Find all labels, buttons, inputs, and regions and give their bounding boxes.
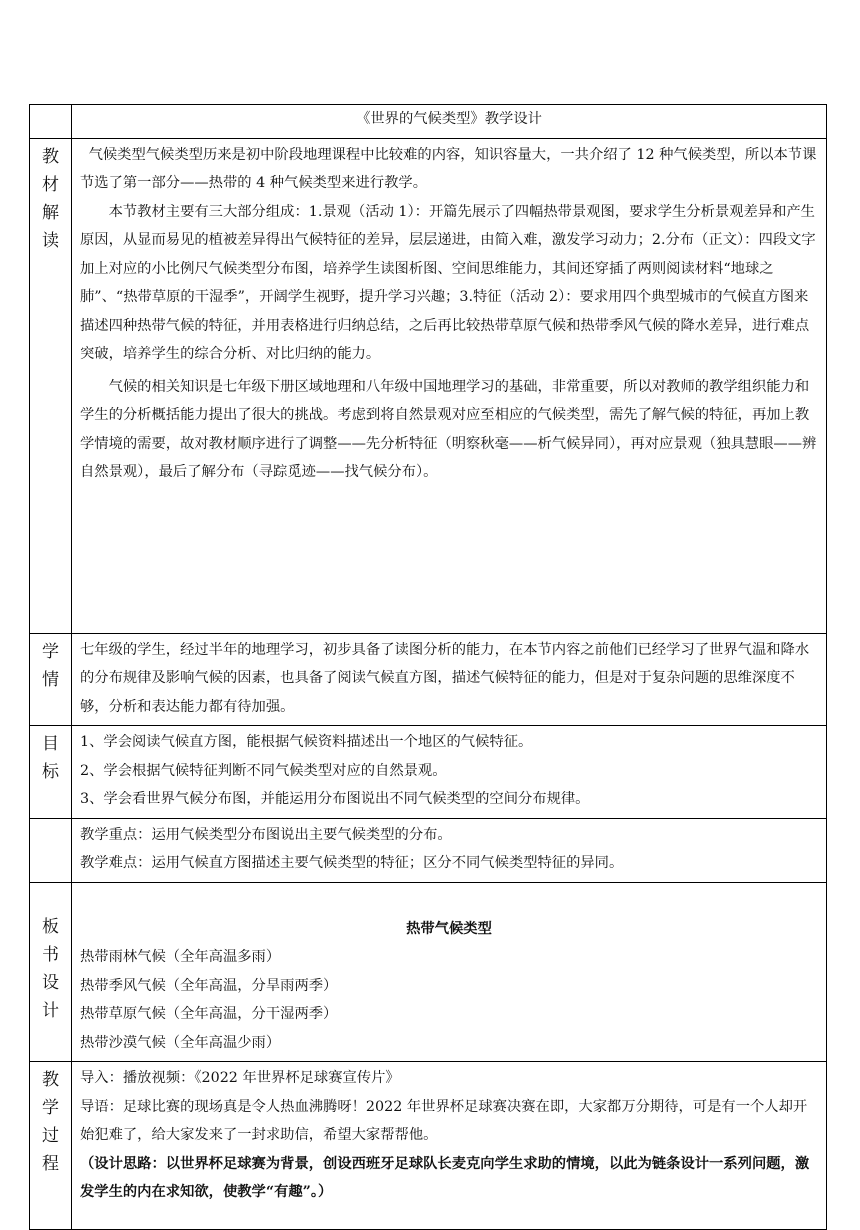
banshu-content bbox=[72, 882, 827, 1062]
intro-line: 导入：播放视频：《2022 年世界杯足球赛宣传片》 bbox=[80, 1070, 400, 1086]
label-char: 书 bbox=[42, 944, 59, 965]
jiaocai-paragraph: 本节教材主要有三大部分组成：1.景观（活动 1）：开篇先展示了四幅热带景观图，要求学生分析景观差异和产生原因，从显而易见的植被差异得出气候特征的差异，层层递进，由简入难，激发学习动力；2.分布（正文）：四段文字加上对应的小比例尺气候类型分布图，培养学生读图析图、空间思维能力，其间还穿插了两则阅读材料“地球之肺”、“热带草原的干湿季”，开阔学生视野，提升学习兴趣；3.特征（活动 2）：要求用四个典型城市的气候直方图来描述四种热带气候的特征，并用表格进行归纳总结，之后再比较热带草原气候和热带季风气候的降水差异，进行难点突破，培养学生的综合分析、对比归纳的能力。 bbox=[80, 203, 816, 362]
label-char: 解 bbox=[42, 202, 59, 223]
mubiao-row bbox=[30, 726, 827, 819]
label-char: 材 bbox=[42, 174, 59, 195]
lead-in-line: 导语：足球比赛的现场真是令人热血沸腾呀！2022 年世界杯足球赛决赛在即，大家都万分期待，可是有一个人却开始犯难了，给大家发来了一封求助信，希望大家帮帮他。 bbox=[80, 1098, 808, 1143]
label-char: 计 bbox=[42, 1000, 59, 1021]
label-char: 教 bbox=[42, 1070, 59, 1090]
key-points-content bbox=[72, 818, 827, 882]
jiaocai-paragraph: 气候类型气候类型历来是初中阶段地理课程中比较难的内容，知识容量大，一共介绍了 12 种气候类型，所以本节课节选了第一部分——热带的 4 种气候类型来进行教学。 bbox=[80, 146, 817, 191]
objective-item: 1、学会阅读气候直方图，能根据气候资料描述出一个地区的气候特征。 bbox=[80, 734, 533, 750]
board-item: 热带沙漠气候（全年高温少雨） bbox=[80, 1034, 281, 1051]
board-item: 热带草原气候（全年高温，分干湿两季） bbox=[80, 1006, 338, 1022]
label-char: 程 bbox=[42, 1154, 59, 1174]
xueqing-content bbox=[72, 633, 827, 726]
label-char: 过 bbox=[42, 1126, 59, 1146]
label-char: 教 bbox=[42, 146, 59, 167]
key-points-label bbox=[30, 818, 72, 882]
lesson-plan-table bbox=[29, 104, 827, 1230]
mubiao-content bbox=[72, 726, 827, 819]
document-title: 《世界的气候类型》教学设计 bbox=[72, 105, 827, 139]
objective-item: 3、学会看世界气候分布图，并能运用分布图说出不同气候类型的空间分布规律。 bbox=[80, 791, 590, 807]
board-item: 热带季风气候（全年高温，分旱雨两季） bbox=[80, 977, 338, 994]
label-char: 学 bbox=[42, 641, 59, 662]
label-char: 情 bbox=[42, 669, 59, 690]
title-row bbox=[30, 105, 827, 139]
banshu-row bbox=[30, 882, 827, 1062]
jiaocai-content bbox=[72, 138, 827, 633]
board-heading: 热带气候类型 bbox=[406, 920, 492, 937]
guocheng-content bbox=[72, 1062, 827, 1230]
key-points-row bbox=[30, 818, 827, 882]
xueqing-label bbox=[30, 633, 72, 726]
label-char: 目 bbox=[42, 734, 59, 754]
objective-item: 2、学会根据气候特征判断不同气候类型对应的自然景观。 bbox=[80, 762, 447, 779]
design-note: （设计思路：以世界杯足球赛为背景，创设西班牙足球队长麦克向学生求助的情境，以此为链条设计一系列问题，激发学生的内在求知欲，使教学“有趣”。） bbox=[80, 1155, 810, 1200]
label-char: 读 bbox=[42, 230, 59, 251]
title-label-cell bbox=[30, 105, 72, 139]
board-item: 热带雨林气候（全年高温多雨） bbox=[80, 949, 281, 965]
difficult-point: 教学难点：运用气候直方图描述主要气候类型的特征；区分不同气候类型特征的异同。 bbox=[80, 855, 624, 871]
jiaocai-row bbox=[30, 138, 827, 633]
label-char: 设 bbox=[42, 972, 59, 993]
label-char: 标 bbox=[42, 762, 59, 782]
xueqing-row bbox=[30, 633, 827, 726]
key-point: 教学重点：运用气候类型分布图说出主要气候类型的分布。 bbox=[80, 826, 452, 843]
banshu-label bbox=[30, 882, 72, 1062]
label-char: 板 bbox=[42, 916, 59, 937]
jiaocai-label bbox=[30, 138, 72, 633]
guocheng-row bbox=[30, 1062, 827, 1230]
mubiao-label bbox=[30, 726, 72, 819]
xueqing-text: 七年级的学生，经过半年的地理学习，初步具备了读图分析的能力，在本节内容之前他们已经学习了世界气温和降水的分布规律及影响气候的因素，也具备了阅读气候直方图，描述气候特征的能力，但是对于复杂问题的思维深度不够，分析和表达能力都有待加强。 bbox=[80, 641, 810, 715]
guocheng-label bbox=[30, 1062, 72, 1230]
jiaocai-paragraph: 气候的相关知识是七年级下册区域地理和八年级中国地理学习的基础，非常重要，所以对教师的教学组织能力和学生的分析概括能力提出了很大的挑战。考虑到将自然景观对应至相应的气候类型，需先了解气候的特征，再加上教学情境的需要，故对教材顺序进行了调整——先分析特征（明察秋毫——析气候异同），再对应景观（独具慧眼——辨自然景观），最后了解分布（寻踪觅迹——找气候分布）。 bbox=[80, 378, 817, 480]
label-char: 学 bbox=[42, 1098, 59, 1118]
